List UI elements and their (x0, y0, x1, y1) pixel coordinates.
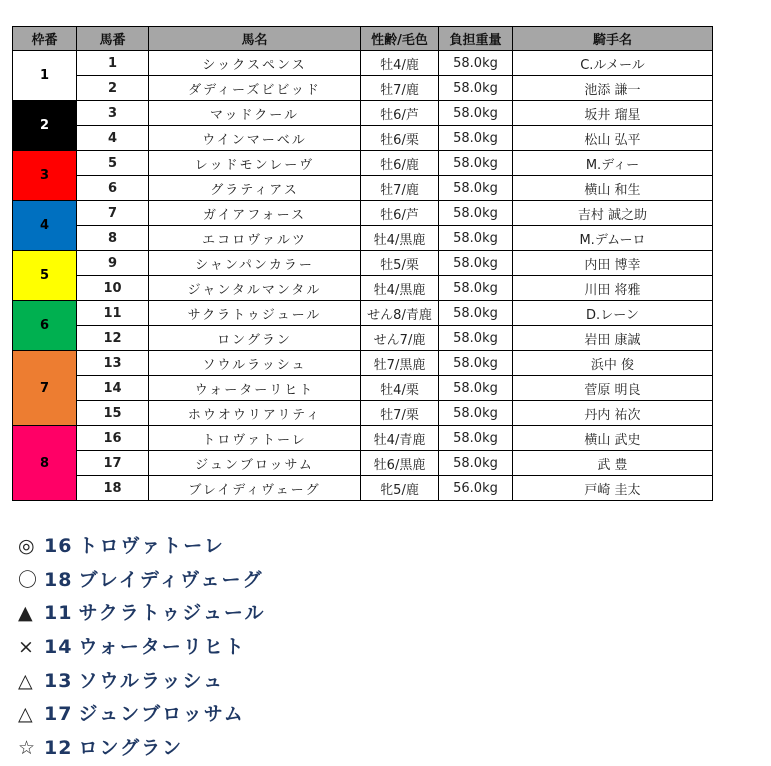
weight-cell: 58.0kg (439, 351, 513, 376)
weight-cell: 58.0kg (439, 226, 513, 251)
sex-age-color-cell: 牡6/栗 (361, 126, 439, 151)
horse-name-cell: シャンパンカラー (149, 251, 361, 276)
umaban-cell: 3 (77, 101, 149, 126)
mark-symbol: 〇 (18, 568, 38, 591)
sex-age-color-cell: 牡6/芦 (361, 101, 439, 126)
umaban-cell: 14 (77, 376, 149, 401)
jockey-cell: 坂井 瑠星 (513, 101, 713, 126)
weight-cell: 58.0kg (439, 126, 513, 151)
sex-age-color-cell: 牡4/黒鹿 (361, 226, 439, 251)
umaban-cell: 17 (77, 451, 149, 476)
sex-age-color-cell: 牡7/栗 (361, 401, 439, 426)
horse-name-cell: ダディーズビビッド (149, 76, 361, 101)
mark-horse-number: 17 (44, 703, 73, 726)
umaban-cell: 1 (77, 51, 149, 76)
weight-cell: 58.0kg (439, 151, 513, 176)
sex-age-color-cell: 牡4/青鹿 (361, 426, 439, 451)
umaban-cell: 7 (77, 201, 149, 226)
table-row (13, 351, 713, 376)
weight-cell: 58.0kg (439, 426, 513, 451)
table-row (13, 426, 713, 451)
jockey-cell: 菅原 明良 (513, 376, 713, 401)
weight-cell: 58.0kg (439, 176, 513, 201)
jockey-cell: 川田 将雅 (513, 276, 713, 301)
horse-name-cell: ホウオウリアリティ (149, 401, 361, 426)
waku-cell: 2 (13, 101, 77, 151)
horse-name-cell: グラティアス (149, 176, 361, 201)
table-row (13, 476, 713, 501)
jockey-cell: 丹内 祐次 (513, 401, 713, 426)
entry-table (12, 26, 713, 501)
header-jockey: 騎手名 (513, 27, 713, 51)
sex-age-color-cell: 牡4/黒鹿 (361, 276, 439, 301)
table-header-row (13, 27, 713, 51)
horse-name-cell: トロヴァトーレ (149, 426, 361, 451)
horse-name-cell: エコロヴァルツ (149, 226, 361, 251)
sex-age-color-cell: せん8/青鹿 (361, 301, 439, 326)
header-sex-age-color: 性齢/毛色 (361, 27, 439, 51)
horse-name-cell: ソウルラッシュ (149, 351, 361, 376)
umaban-cell: 8 (77, 226, 149, 251)
mark-horse-number: 11 (44, 602, 73, 625)
jockey-cell: 戸崎 圭太 (513, 476, 713, 501)
table-row (13, 76, 713, 101)
weight-cell: 58.0kg (439, 326, 513, 351)
jockey-cell: M.ディー (513, 151, 713, 176)
umaban-cell: 5 (77, 151, 149, 176)
umaban-cell: 13 (77, 351, 149, 376)
mark-horse-number: 14 (44, 636, 73, 659)
sex-age-color-cell: 牡7/黒鹿 (361, 351, 439, 376)
horse-name-cell: サクラトゥジュール (149, 301, 361, 326)
weight-cell: 58.0kg (439, 301, 513, 326)
sex-age-color-cell: 牡5/栗 (361, 251, 439, 276)
table-row (13, 451, 713, 476)
weight-cell: 58.0kg (439, 101, 513, 126)
horse-name-cell: シックスペンス (149, 51, 361, 76)
mark-horse-number: 16 (44, 535, 73, 557)
weight-cell: 58.0kg (439, 76, 513, 101)
mark-line (18, 564, 265, 598)
horse-name-cell: ジャンタルマンタル (149, 276, 361, 301)
jockey-cell: 松山 弘平 (513, 126, 713, 151)
waku-cell: 4 (13, 201, 77, 251)
mark-horse-name: サクラトゥジュール (78, 602, 266, 625)
header-weight: 負担重量 (439, 27, 513, 51)
table-row (13, 401, 713, 426)
table-row (13, 251, 713, 276)
horse-name-cell: ガイアフォース (149, 201, 361, 226)
horse-name-cell: マッドクール (149, 101, 361, 126)
horse-name-cell: ウインマーベル (149, 126, 361, 151)
umaban-cell: 4 (77, 126, 149, 151)
sex-age-color-cell: 牝5/鹿 (361, 476, 439, 501)
umaban-cell: 16 (77, 426, 149, 451)
header-waku: 枠番 (13, 27, 77, 51)
horse-name-cell: ブレイディヴェーグ (149, 476, 361, 501)
table-body (13, 51, 713, 501)
weight-cell: 58.0kg (439, 451, 513, 476)
mark-horse-number: 12 (44, 737, 73, 760)
table-row (13, 326, 713, 351)
mark-line (18, 597, 265, 631)
header-horse-name: 馬名 (149, 27, 361, 51)
weight-cell: 58.0kg (439, 376, 513, 401)
mark-horse-name: ソウルラッシュ (78, 669, 225, 692)
umaban-cell: 18 (77, 476, 149, 501)
jockey-cell: 内田 博幸 (513, 251, 713, 276)
table-row (13, 126, 713, 151)
umaban-cell: 10 (77, 276, 149, 301)
horse-name-cell: ウォーターリヒト (149, 376, 361, 401)
sex-age-color-cell: 牡4/栗 (361, 376, 439, 401)
sex-age-color-cell: 牡4/鹿 (361, 51, 439, 76)
mark-line (18, 698, 265, 732)
table-row (13, 301, 713, 326)
mark-line (18, 530, 265, 564)
jockey-cell: C.ルメール (513, 51, 713, 76)
jockey-cell: 池添 謙一 (513, 76, 713, 101)
jockey-cell: D.レーン (513, 301, 713, 326)
jockey-cell: 浜中 俊 (513, 351, 713, 376)
umaban-cell: 2 (77, 76, 149, 101)
jockey-cell: 岩田 康誠 (513, 326, 713, 351)
table-row (13, 176, 713, 201)
weight-cell: 58.0kg (439, 51, 513, 76)
mark-symbol: ◎ (18, 535, 35, 557)
mark-symbol: ▲ (18, 602, 33, 625)
mark-line (18, 732, 265, 766)
umaban-cell: 9 (77, 251, 149, 276)
table-row (13, 226, 713, 251)
waku-cell: 5 (13, 251, 77, 301)
sex-age-color-cell: 牡6/芦 (361, 201, 439, 226)
jockey-cell: 横山 和生 (513, 176, 713, 201)
mark-horse-name: ウォーターリヒト (78, 636, 246, 659)
jockey-cell: M.デムーロ (513, 226, 713, 251)
mark-horse-name: ジュンブロッサム (78, 703, 245, 726)
umaban-cell: 15 (77, 401, 149, 426)
mark-horse-number: 18 (44, 568, 73, 591)
weight-cell: 58.0kg (439, 251, 513, 276)
table-row (13, 51, 713, 76)
mark-symbol: △ (18, 669, 33, 692)
horse-name-cell: ロングラン (149, 326, 361, 351)
umaban-cell: 12 (77, 326, 149, 351)
prediction-marks (18, 530, 265, 766)
sex-age-color-cell: 牡7/鹿 (361, 76, 439, 101)
horse-name-cell: ジュンブロッサム (149, 451, 361, 476)
weight-cell: 58.0kg (439, 276, 513, 301)
waku-cell: 7 (13, 351, 77, 426)
weight-cell: 58.0kg (439, 401, 513, 426)
table-row (13, 151, 713, 176)
table-row (13, 376, 713, 401)
sex-age-color-cell: せん7/鹿 (361, 326, 439, 351)
umaban-cell: 6 (77, 176, 149, 201)
umaban-cell: 11 (77, 301, 149, 326)
waku-cell: 8 (13, 426, 77, 501)
mark-symbol: × (18, 636, 34, 659)
mark-symbol: ☆ (18, 737, 36, 760)
waku-cell: 6 (13, 301, 77, 351)
sex-age-color-cell: 牡7/鹿 (361, 176, 439, 201)
table-row (13, 201, 713, 226)
weight-cell: 58.0kg (439, 201, 513, 226)
table-row (13, 276, 713, 301)
waku-cell: 3 (13, 151, 77, 201)
mark-line (18, 631, 265, 665)
jockey-cell: 武 豊 (513, 451, 713, 476)
mark-horse-name: ブレイディヴェーグ (78, 568, 264, 591)
waku-cell: 1 (13, 51, 77, 101)
table-row (13, 101, 713, 126)
jockey-cell: 横山 武史 (513, 426, 713, 451)
horse-name-cell: レッドモンレーヴ (149, 151, 361, 176)
mark-horse-number: 13 (44, 669, 73, 692)
mark-horse-name: トロヴァトーレ (78, 535, 225, 557)
weight-cell: 56.0kg (439, 476, 513, 501)
mark-horse-name: ロングラン (78, 737, 184, 760)
mark-symbol: △ (18, 703, 33, 726)
sex-age-color-cell: 牡6/黒鹿 (361, 451, 439, 476)
header-umaban: 馬番 (77, 27, 149, 51)
jockey-cell: 吉村 誠之助 (513, 201, 713, 226)
sex-age-color-cell: 牡6/鹿 (361, 151, 439, 176)
mark-line (18, 665, 265, 699)
